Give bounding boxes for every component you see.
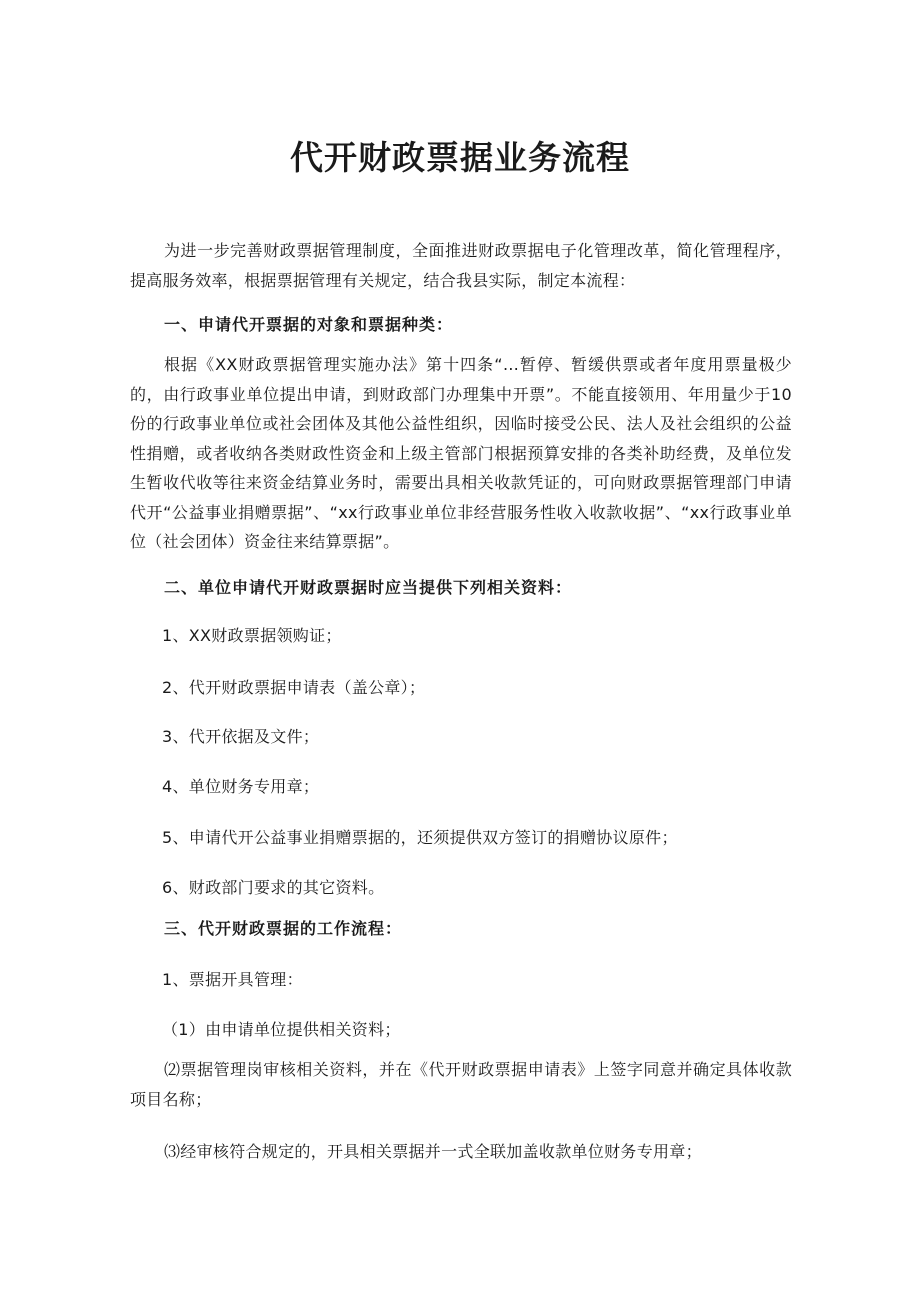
section2-heading: 二、单位申请代开财政票据时应当提供下列相关资料： (164, 578, 573, 597)
section3-subheading: 1、票据开具管理： (162, 970, 303, 989)
list-item: 6、财政部门要求的其它资料。 (162, 878, 385, 897)
list-item: 3、代开依据及文件； (162, 727, 320, 746)
section3-heading: 三、代开财政票据的工作流程： (164, 919, 403, 938)
list-item: 5、申请代开公益事业捐赠票据的，还须提供双方签订的捐赠协议原件； (162, 828, 678, 847)
document-title: 代开财政票据业务流程 (290, 138, 630, 177)
step-item: （1）由申请单位提供相关资料； (162, 1020, 401, 1039)
list-item: 4、单位财务专用章； (162, 777, 320, 796)
section1-heading: 一、申请代开票据的对象和票据种类： (164, 315, 454, 334)
step-item: ⑵票据管理岗审核相关资料，并在《代开财政票据申请表》上签字同意并确定具体收款项目名称； (130, 1060, 792, 1109)
step-item: ⑶经审核符合规定的，开具相关票据并一式全联加盖收款单位财务专用章； (164, 1142, 702, 1161)
intro-paragraph: 为进一步完善财政票据管理制度，全面推进财政票据电子化管理改革，简化管理程序，提高服务效率，根据票据管理有关规定，结合我县实际，制定本流程： (130, 241, 792, 290)
list-item: 1、XX财政票据领购证； (162, 626, 342, 645)
list-item: 2、代开财政票据申请表（盖公章）； (162, 678, 426, 697)
section1-body: 根据《XX财政票据管理实施办法》第十四条“…暂停、暂缓供票或者年度用票量极少的，由行政事业单位提出申请，到财政部门办理集中开票”。不能直接领用、年用量少于10份的行政事业单位或社会团体及其他公益性组织，因临时接受公民、法人及社会组织的公益性捐赠，或者收纳各类财政性资金和上级主管部门根据预算安排的各类补助经费，及单位发生暂收代收等往来资金结算业务时，需要出具相关收款凭证的，可向财政票据管理部门申请代开“公益事业捐赠票据”、“xx行政事业单位非经营服务性收入收款收据”、“xx行政事业单位（社会团体）资金往来结算票据”。 (130, 355, 792, 551)
